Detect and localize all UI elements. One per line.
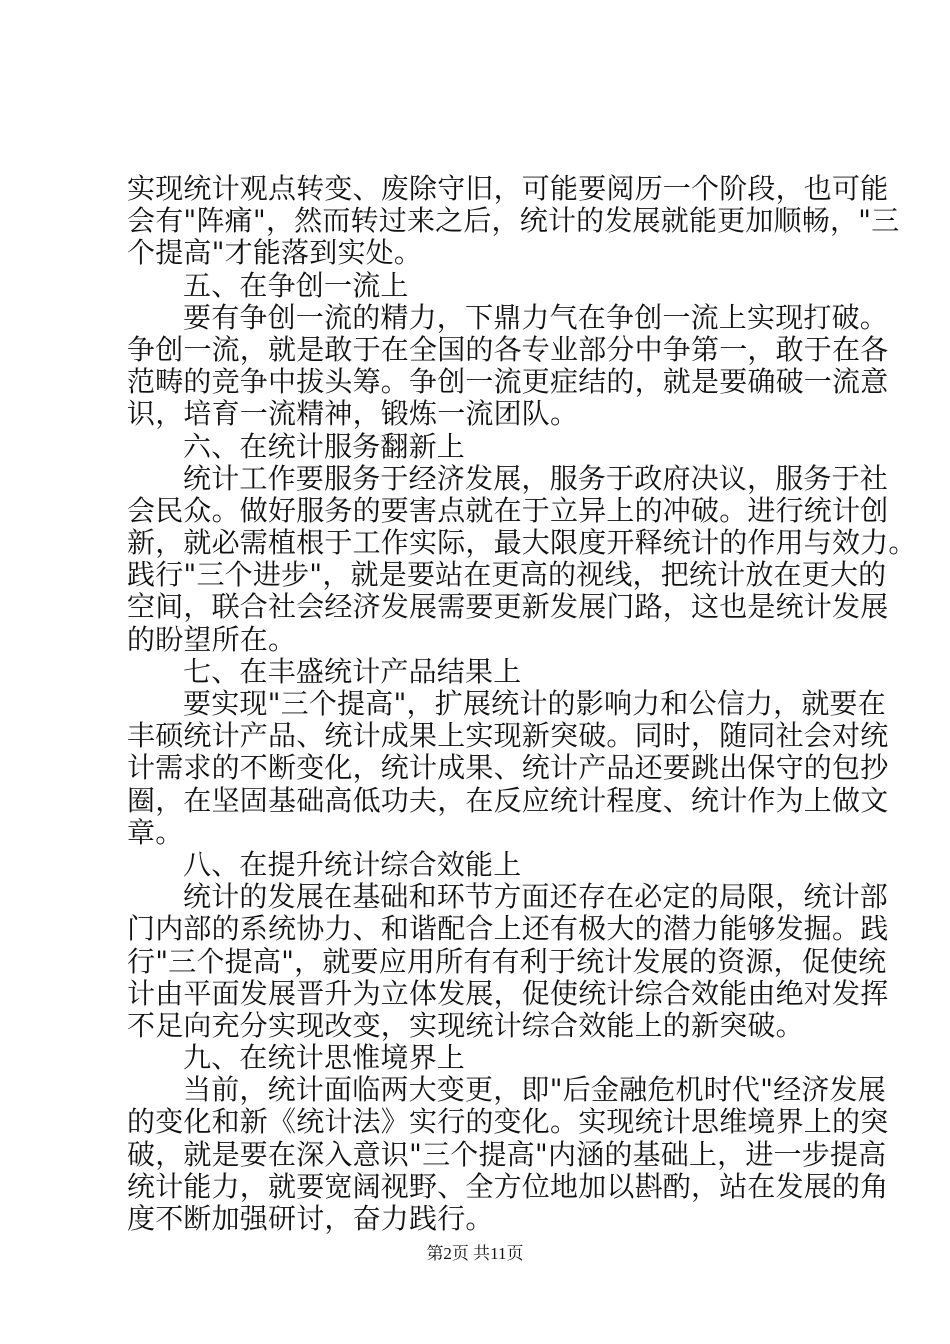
document-body (127, 172, 917, 1235)
text-line: 会民众。做好服务的要害点就在于立异上的冲破。进行统计创 (127, 493, 889, 527)
text-line: 丰硕统计产品、统计成果上实现新突破。同时，随同社会对统 (127, 719, 889, 753)
text-line: 的变化和新《统计法》实行的变化。实现统计思维境界上的突 (127, 1105, 889, 1139)
text-line: 不足向充分实现改变，实现统计综合效能上的新突破。 (127, 1008, 804, 1042)
text-line: 度不断加强研讨，奋力践行。 (127, 1202, 494, 1235)
text-line: 个提高"才能落到实处。 (127, 236, 423, 270)
text-line: 计需求的不断变化，统计成果、统计产品还要跳出保守的包抄 (127, 751, 889, 785)
section-heading: 九、在统计思惟境界上 (183, 1041, 466, 1075)
text-line: 新，就必需植根于工作实际，最大限度开释统计的作用与效力。 (127, 526, 917, 560)
text-line: 门内部的系统协力、和谐配合上还有极大的潜力能够发掘。践 (127, 912, 889, 946)
paragraph-first-line: 统计的发展在基础和环节方面还存在必定的局限，统计部 (183, 880, 889, 914)
text-line: 争创一流，就是敢于在全国的各专业部分中争第一，敢于在各 (127, 332, 889, 366)
paragraph-first-line: 要有争创一流的精力，下鼎力气在争创一流上实现打破。 (183, 300, 889, 334)
section-heading: 七、在丰盛统计产品结果上 (183, 654, 522, 688)
paragraph-first-line: 当前，统计面临两大变更，即"后金融危机时代"经济发展 (183, 1073, 886, 1107)
text-line: 实现统计观点转变、废除守旧，可能要阅历一个阶段，也可能 (127, 172, 889, 205)
text-line: 空间，联合社会经济发展需要更新发展门路，这也是统计发展 (127, 590, 889, 624)
section-heading: 六、在统计服务翻新上 (183, 429, 466, 463)
text-line: 圈，在坚固基础高低功夫，在反应统计程度、统计作为上做文 (127, 783, 889, 817)
text-line: 会有"阵痛"，然而转过来之后，统计的发展就能更加顺畅，"三 (127, 204, 900, 238)
paragraph-first-line: 要实现"三个提高"，扩展统计的影响力和公信力，就要在 (183, 687, 886, 720)
text-line: 计由平面发展晋升为立体发展，促使统计综合效能由绝对发挥 (127, 976, 889, 1010)
page-number-footer: 第2页 共11页 (426, 1244, 524, 1263)
text-line: 范畴的竞争中拔头筹。争创一流更症结的，就是要确破一流意 (127, 365, 889, 399)
text-line: 识，培育一流精神，锻炼一流团队。 (127, 397, 579, 431)
text-line: 的盼望所在。 (127, 622, 297, 656)
text-line: 践行"三个进步"，就是要站在更高的视线，把统计放在更大的 (127, 558, 887, 592)
text-line: 破，就是要在深入意识"三个提高"内涵的基础上，进一步提高 (127, 1137, 887, 1171)
text-line: 章。 (127, 815, 184, 849)
paragraph-first-line: 统计工作要服务于经济发展，服务于政府决议，服务于社 (183, 461, 889, 495)
section-heading: 五、在争创一流上 (183, 268, 409, 302)
text-line: 行"三个提高"，就要应用所有有利于统计发展的资源，促使统 (127, 944, 887, 978)
section-heading: 八、在提升统计综合效能上 (183, 847, 522, 881)
text-line: 统计能力，就要宽阔视野、全方位地加以斟酌，站在发展的角 (127, 1169, 889, 1203)
